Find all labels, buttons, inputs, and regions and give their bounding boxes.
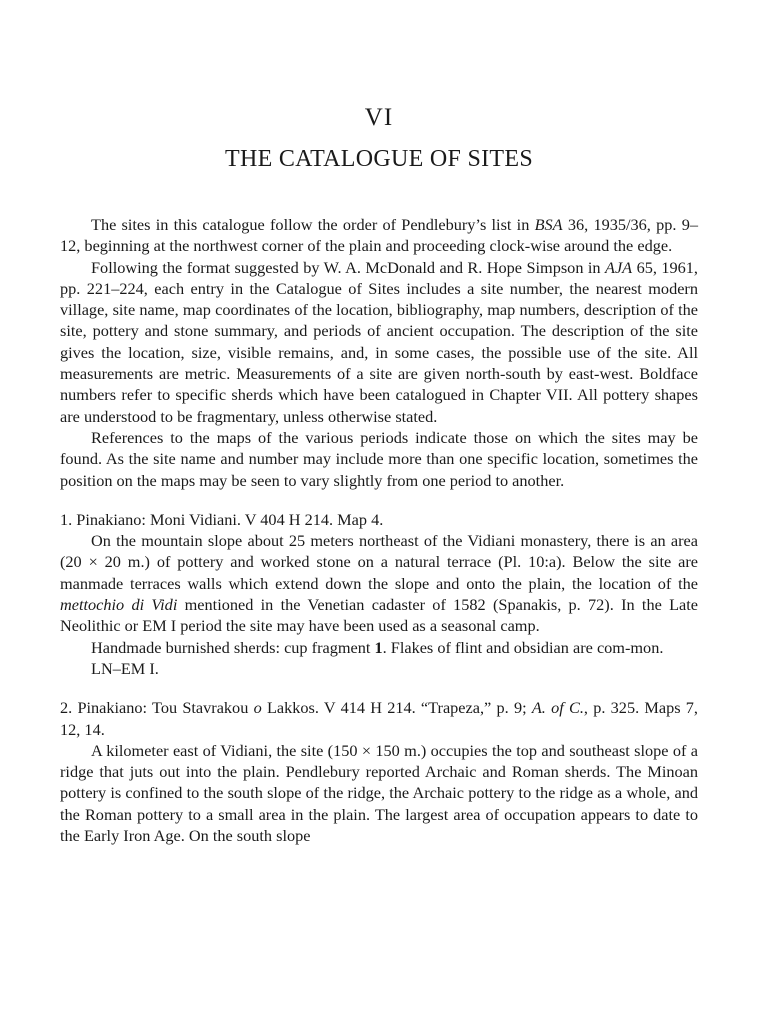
site-2-description: A kilometer east of Vidiani, the site (150 × 150 m.) occupies the top and southeast slope of a ridge that juts out into the plain. Pendlebury reported Archaic and Roman sherds. The Minoan pottery is confined to the south slope of the ridge, the Archaic pottery to the ridge as a whole, and the Roman pottery to a small area in the plain. The largest area of occupation appears to date to the Early Iron Age. On the south slope bbox=[60, 740, 698, 846]
intro-p2-journal: AJA bbox=[605, 257, 633, 277]
intro-p1-journal: BSA bbox=[534, 215, 563, 234]
intro-p2-text-b: 65, 1961, pp. 221–224, each entry in the Catalogue of Sites includes a site number, the nearest modern village, site name, map coordinates of the location, bibliography, map numbers, description of the site, pottery and stone summary, and periods of ancient occupation. The description of the site gives the location, size, visible remains, and, in some cases, the possible use of the site. All measurements are metric. Measurements of a site are given north-south by east-west. Boldface numbers refer to specific sherds which have been catalogued in Chapter VII. All pottery shapes are understood to be fragmentary, unless otherwise stated. bbox=[60, 257, 699, 426]
site-1-pottery-sherd-number: 1 bbox=[374, 637, 383, 657]
site-2-heading-italic-ref: A. of C. bbox=[531, 698, 584, 718]
chapter-title: THE CATALOGUE OF SITES bbox=[224, 146, 533, 172]
site-1-desc-a: On the mountain slope about 25 meters northeast of the Vidiani monastery, there is an area (20 × 20 m.) of pottery and worked stone on a natural terrace (Pl. 10:a). Below the site are manmade terraces walls which extend down the slope and onto the plain, the location of the bbox=[60, 531, 698, 593]
chapter-number: VI bbox=[364, 104, 394, 131]
site-2-heading-c: , p. 325. Maps 7, 12, 14. bbox=[60, 698, 698, 739]
site-2-heading-a: 2. Pinakiano: Tou Stavrakou bbox=[60, 698, 254, 718]
site-2-heading-b: Lakkos. V 414 H 214. “Trapeza,” p. 9; bbox=[261, 698, 532, 718]
site-1-heading: 1. Pinakiano: Moni Vidiani. V 404 H 214. Map 4. bbox=[60, 509, 384, 529]
site-1-periods: LN–EM I. bbox=[91, 658, 159, 678]
intro-paragraph-3: References to the maps of the various periods indicate those on which the sites may be found. As the site name and number may include more than one specific location, sometimes the position on the maps may be seen to vary slightly from one period to another. bbox=[60, 427, 698, 490]
site-2-heading bbox=[60, 697, 698, 740]
intro-paragraph-2 bbox=[60, 257, 698, 427]
intro-p2-text-a: Following the format suggested by W. A. McDonald and R. Hope Simpson in bbox=[91, 257, 606, 277]
site-2-heading-italic-o: o bbox=[253, 698, 262, 718]
site-1-pottery-b: . Flakes of flint and obsidian are com-mon. bbox=[382, 637, 664, 657]
site-1-desc-b: mentioned in the Venetian cadaster of 1582 (Spanakis, p. 72). In the Late Neolithic or EM I period the site may have been used as a seasonal camp. bbox=[60, 595, 699, 636]
intro-paragraph-1 bbox=[60, 214, 698, 257]
intro-p1-text-a: The sites in this catalogue follow the order of Pendlebury’s list in bbox=[91, 215, 535, 234]
site-1-pottery-a: Handmade burnished sherds: cup fragment bbox=[91, 637, 375, 657]
intro-p1-text-b: 36, 1935/36, pp. 9–12, beginning at the northwest corner of the plain and proceeding clock-wise around the edge. bbox=[60, 215, 698, 256]
site-1-pottery bbox=[60, 637, 698, 658]
body-text bbox=[60, 214, 698, 846]
site-1-desc-italic: mettochio di Vidi bbox=[60, 595, 178, 615]
site-1-description bbox=[60, 530, 698, 636]
